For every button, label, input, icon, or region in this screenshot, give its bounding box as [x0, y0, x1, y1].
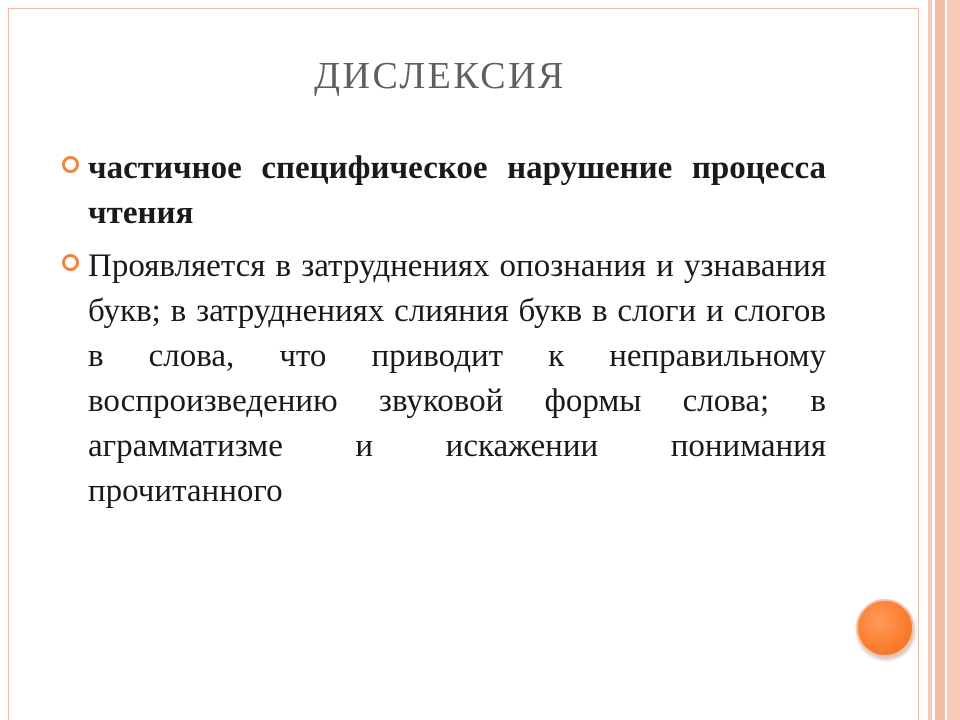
bullet-ring-icon — [62, 254, 79, 271]
slide-title: ДИСЛЕКСИЯ — [314, 55, 566, 97]
bullet-item-definition — [60, 146, 826, 236]
bullet-item-manifestation — [60, 244, 826, 514]
right-stripe-2 — [935, 0, 945, 720]
right-stripe-3 — [947, 0, 960, 720]
bullet-text: частичное специфическое нарушение процесса чтения — [88, 150, 826, 231]
bullet-text: Проявляется в затруднениях опознания и узнавания букв; в затруднениях слияния букв в слоги и слогов в слова, что приводит к неправильному воспроизведению звуковой формы слова; в аграмматизме и искажении понимания прочитанного — [88, 248, 826, 509]
bullet-ring-icon — [62, 156, 79, 173]
decorative-orange-circle-icon — [856, 599, 914, 657]
bullet-list — [60, 146, 826, 522]
